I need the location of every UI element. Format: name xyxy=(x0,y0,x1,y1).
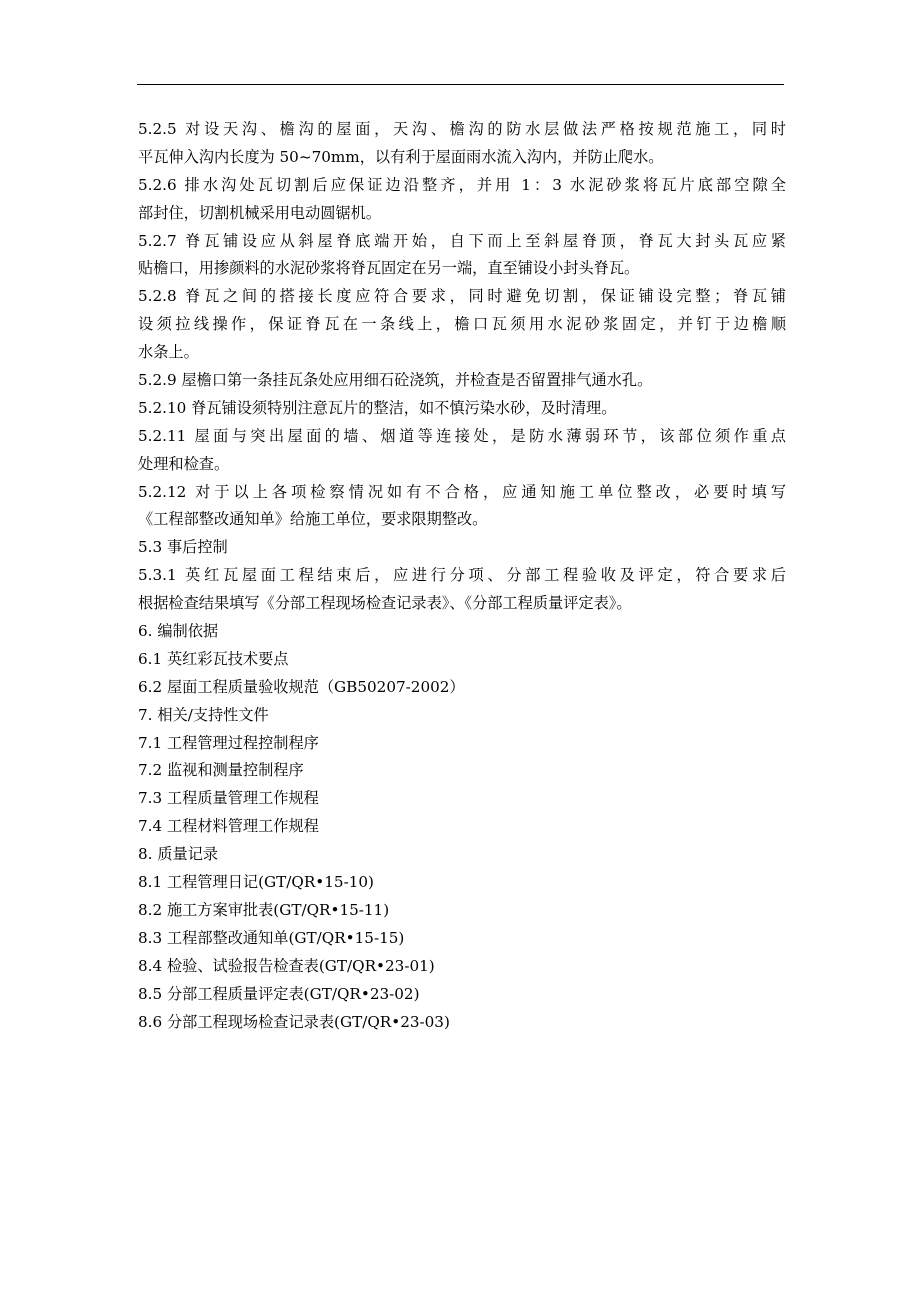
text-line: 《工程部整改通知单》给施工单位，要求限期整改。 xyxy=(138,510,488,529)
text-line: 7. 相关/支持性文件 xyxy=(138,705,269,724)
text-line: 5.2.8 脊瓦之间的搭接长度应符合要求，同时避免切割，保证铺设完整；脊瓦铺 xyxy=(138,287,786,306)
text-line: 8.2 施工方案审批表(GT/QR•15-11) xyxy=(138,900,390,919)
text-line: 8.3 工程部整改通知单(GT/QR•15-15) xyxy=(138,928,405,947)
text-line: 5.2.11 屋面与突出屋面的墙、烟道等连接处，是防水薄弱环节，该部位须作重点 xyxy=(138,426,786,445)
text-line: 5.2.7 脊瓦铺设应从斜屋脊底端开始，自下而上至斜屋脊顶，脊瓦大封头瓦应紧 xyxy=(138,231,786,250)
text-line: 5.2.9 屋檐口第一条挂瓦条处应用细石砼浇筑，并检查是否留置排气通水孔。 xyxy=(138,371,653,390)
text-line: 处理和检查。 xyxy=(138,454,230,473)
header-rule xyxy=(137,84,784,85)
text-line: 6. 编制依据 xyxy=(138,622,219,641)
text-line: 8.5 分部工程质量评定表(GT/QR•23-02) xyxy=(138,984,420,1003)
text-line: 根据检查结果填写《分部工程现场检查记录表》、《分部工程质量评定表》。 xyxy=(138,594,632,613)
text-line: 部封住，切割机械采用电动圆锯机。 xyxy=(138,203,381,222)
text-line: 贴檐口，用掺颜料的水泥砂浆将脊瓦固定在另一端，直至铺设小封头脊瓦。 xyxy=(138,259,640,278)
text-line: 水条上。 xyxy=(138,343,199,362)
document-body xyxy=(138,116,786,1036)
text-line: 设须拉线操作，保证脊瓦在一条线上，檐口瓦须用水泥砂浆固定，并钉于边檐顺 xyxy=(138,315,786,334)
text-line: 5.2.5 对设天沟、檐沟的屋面，天沟、檐沟的防水层做法严格按规范施工，同时 xyxy=(138,120,786,138)
text-line: 8.1 工程管理日记(GT/QR•15-10) xyxy=(138,873,374,892)
text-line: 7.1 工程管理过程控制程序 xyxy=(138,733,319,752)
text-line: 7.3 工程质量管理工作规程 xyxy=(138,789,319,808)
text-line: 7.2 监视和测量控制程序 xyxy=(138,761,304,780)
text-line: 5.3 事后控制 xyxy=(138,538,228,557)
text-line: 7.4 工程材料管理工作规程 xyxy=(138,817,319,836)
text-line: 8.4 检验、试验报告检查表(GT/QR•23-01) xyxy=(138,956,435,975)
text-line: 5.2.12 对于以上各项检察情况如有不合格，应通知施工单位整改，必要时填写 xyxy=(138,482,786,501)
text-line: 5.2.10 脊瓦铺设须特别注意瓦片的整洁，如不慎污染水砂，及时清理。 xyxy=(138,398,617,417)
text-line: 5.2.6 排水沟处瓦切割后应保证边沿整齐，并用 1：3 水泥砂浆将瓦片底部空隙全 xyxy=(138,175,786,194)
text-line: 平瓦伸入沟内长度为 50~70mm，以有利于屋面雨水流入沟内，并防止爬水。 xyxy=(138,147,664,166)
text-line: 8.6 分部工程现场检查记录表(GT/QR•23-03) xyxy=(138,1012,450,1031)
text-line: 5.3.1 英红瓦屋面工程结束后，应进行分项、分部工程验收及评定，符合要求后 xyxy=(138,566,786,585)
text-line: 8. 质量记录 xyxy=(138,845,219,864)
text-line: 6.2 屋面工程质量验收规范（GB50207-2002） xyxy=(138,677,465,696)
text-line: 6.1 英红彩瓦技术要点 xyxy=(138,649,289,668)
